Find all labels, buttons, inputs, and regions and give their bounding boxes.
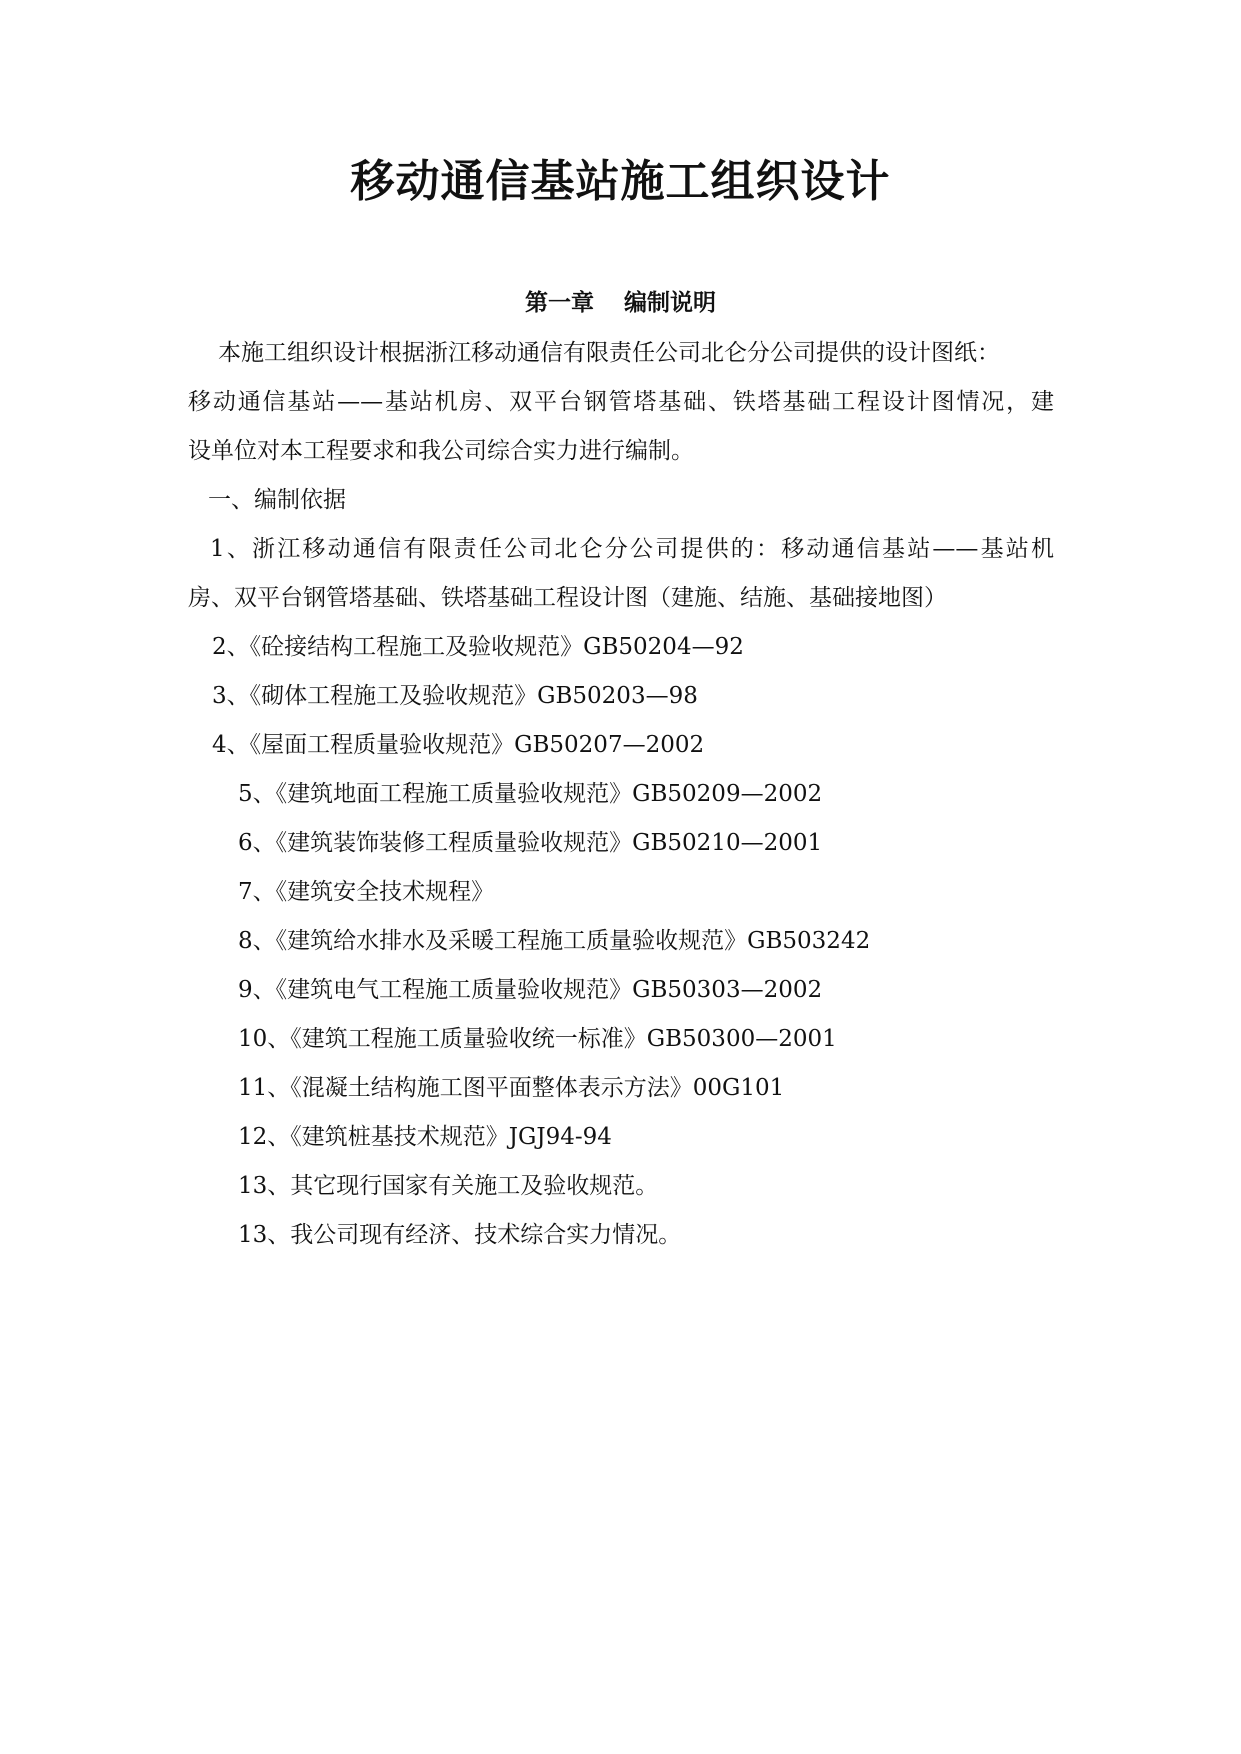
basis-item-9: 9、《建筑电气工程施工质量验收规范》GB50303—2002 [238,977,823,1003]
chapter-number: 第一章 [525,290,594,316]
basis-item-13a: 13、其它现行国家有关施工及验收规范。 [238,1173,659,1199]
basis-item-13b: 13、我公司现有经济、技术综合实力情况。 [238,1222,682,1248]
basis-item-11: 11、《混凝土结构施工图平面整体表示方法》00G101 [238,1075,785,1101]
section-heading-basis: 一、编制依据 [208,487,346,513]
basis-item-10: 10、《建筑工程施工质量验收统一标准》GB50300—2001 [238,1026,837,1052]
basis-item-6: 6、《建筑装饰装修工程质量验收规范》GB50210—2001 [238,830,823,856]
chapter-name: 编制说明 [624,290,716,316]
basis-item-7: 7、《建筑安全技术规程》 [238,879,495,905]
basis-item-2: 2、《砼接结构工程施工及验收规范》GB50204—92 [212,634,744,660]
basis-item-12: 12、《建筑桩基技术规范》JGJ94-94 [238,1124,612,1150]
basis-item-4: 4、《屋面工程质量验收规范》GB50207—2002 [212,732,705,758]
intro-line-2: 移动通信基站——基站机房、双平台钢管塔基础、铁塔基础工程设计图情况，建 [188,389,1054,415]
basis-item-8: 8、《建筑给水排水及采暖工程施工质量验收规范》GB503242 [238,928,871,954]
basis-item-1-line-2: 房、双平台钢管塔基础、铁塔基础工程设计图（建施、结施、基础接地图） [188,585,947,611]
document-title: 移动通信基站施工组织设计 [350,156,891,207]
basis-item-5: 5、《建筑地面工程施工质量验收规范》GB50209—2002 [238,781,823,807]
chapter-heading [0,287,1241,319]
basis-item-3: 3、《砌体工程施工及验收规范》GB50203—98 [212,683,698,709]
intro-line-3: 设单位对本工程要求和我公司综合实力进行编制。 [188,438,694,464]
basis-item-1-line-1: 1、浙江移动通信有限责任公司北仑分公司提供的：移动通信基站——基站机 [210,536,1054,562]
intro-line-1: 本施工组织设计根据浙江移动通信有限责任公司北仑分公司提供的设计图纸： [218,340,1000,366]
